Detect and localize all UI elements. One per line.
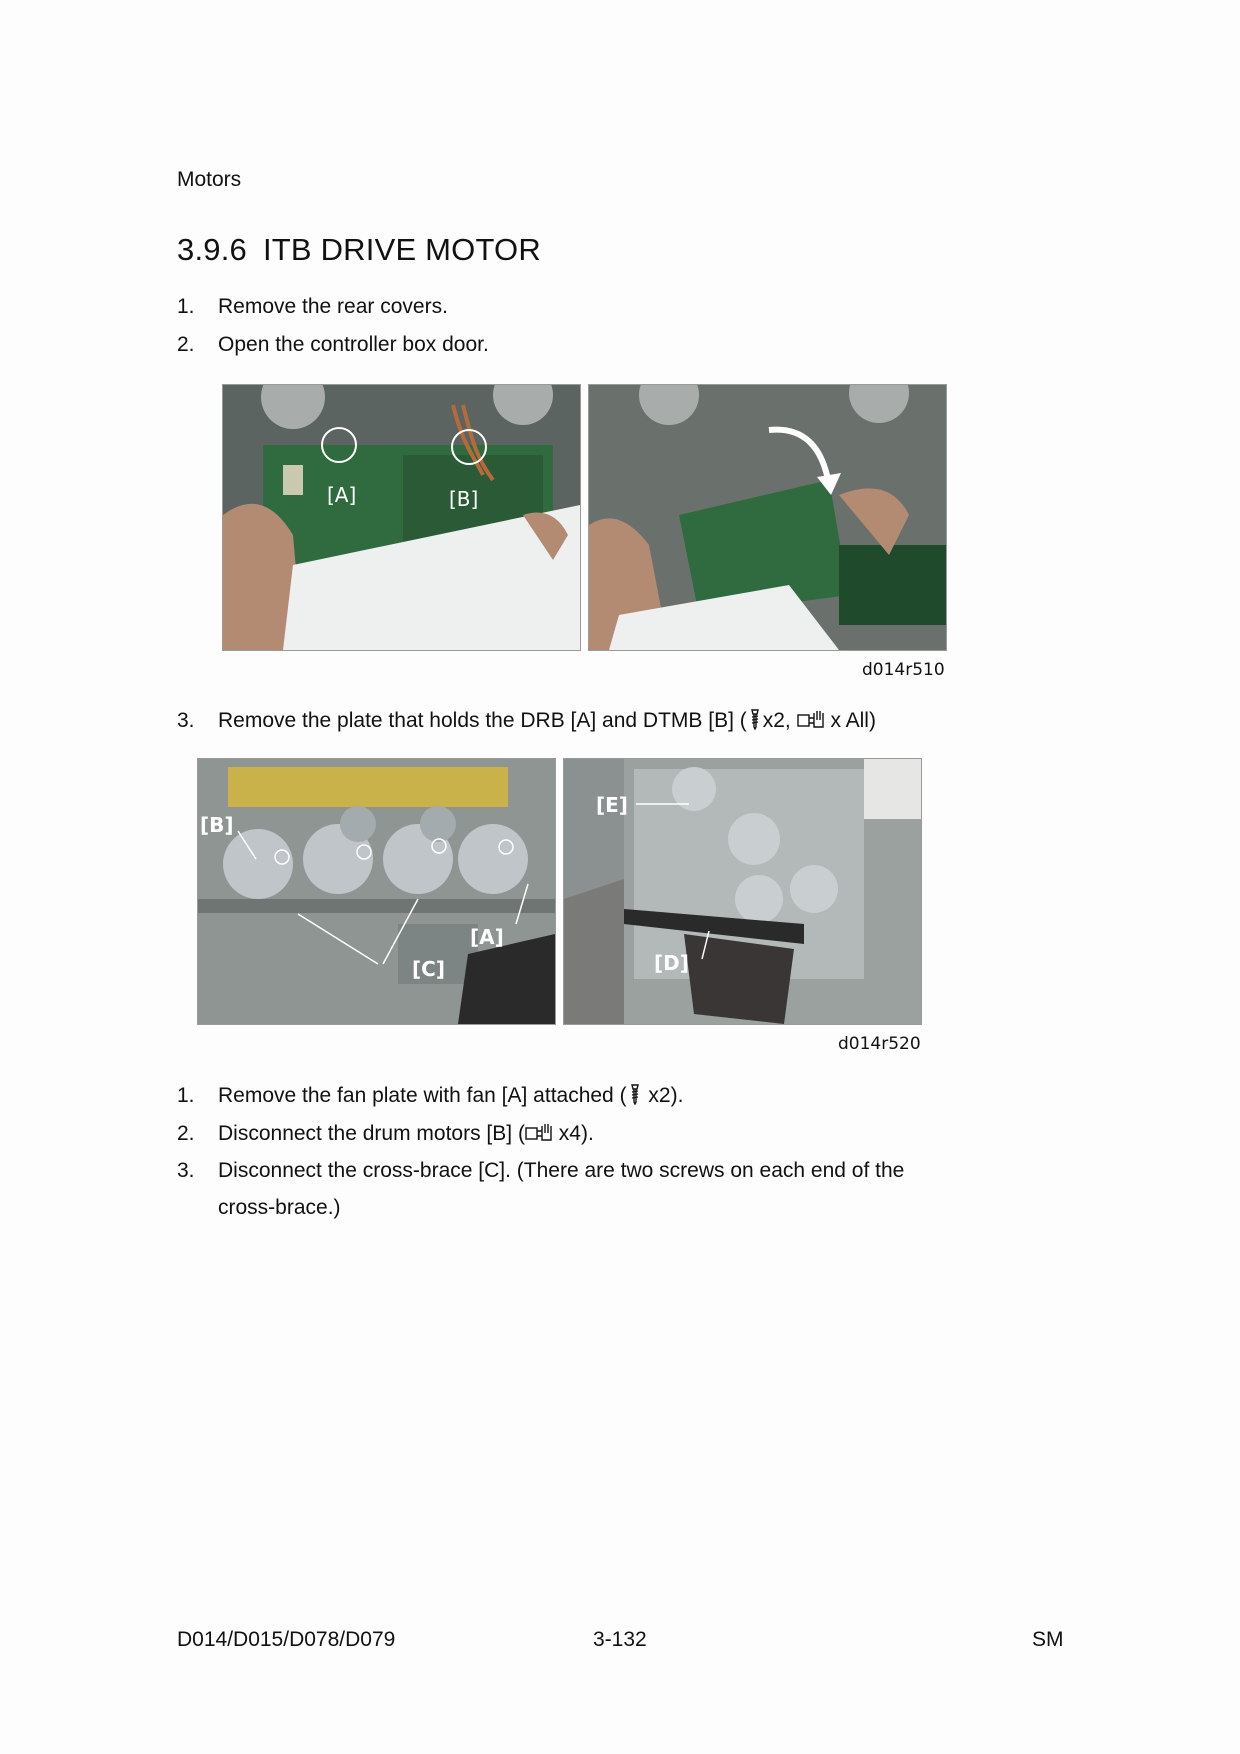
callout-a: [A]	[327, 483, 357, 507]
screw-icon	[627, 1080, 643, 1117]
step-number: 2.	[177, 333, 195, 356]
section-header: Motors	[177, 168, 242, 191]
callout-c: [C]	[412, 957, 445, 981]
step-text: Remove the rear covers.	[218, 295, 448, 318]
controller-door-illustration	[589, 385, 946, 650]
figure-id: d014r510	[862, 660, 945, 680]
step-b-1	[177, 1077, 683, 1117]
step-text: Disconnect the cross-brace [C]. (There are two screws on each end of the	[218, 1159, 905, 1182]
step-text-continued: cross-brace.)	[218, 1196, 341, 1219]
screw-count: x2,	[762, 709, 797, 732]
page-title	[177, 232, 541, 268]
footer-model: D014/D015/D078/D079	[177, 1628, 396, 1651]
callout-b: [B]	[449, 487, 479, 511]
callout-a: [A]	[470, 925, 504, 949]
footer-page-number: 3-132	[593, 1628, 647, 1651]
step-3	[177, 702, 876, 742]
callout-b: [B]	[200, 813, 234, 837]
step-1	[177, 288, 448, 325]
step-number: 2.	[177, 1122, 195, 1145]
section-title: ITB DRIVE MOTOR	[262, 232, 541, 267]
connector-icon	[797, 705, 825, 742]
step-b-3	[177, 1152, 904, 1226]
step-text: Open the controller box door.	[218, 333, 489, 356]
connector-count: x All)	[824, 709, 876, 732]
callout-d: [D]	[654, 951, 689, 975]
connector-icon	[525, 1118, 553, 1155]
step-text: Remove the plate that holds the DRB [A] and DTMB [B] (	[218, 709, 747, 732]
step-number: 3.	[177, 1159, 195, 1182]
photo-itb-unit	[563, 758, 922, 1025]
step-text-end: x2).	[642, 1084, 684, 1107]
photo-drum-motors	[197, 758, 556, 1025]
figure-id: d014r520	[838, 1034, 921, 1054]
step-text-end: x4).	[552, 1122, 594, 1145]
step-number: 3.	[177, 709, 195, 732]
step-text: Disconnect the drum motors [B] (	[218, 1122, 525, 1145]
callout-e: [E]	[596, 793, 628, 817]
step-text: Remove the fan plate with fan [A] attached (	[218, 1084, 627, 1107]
photo-controller-door-open	[588, 384, 947, 651]
photo-controller-board	[222, 384, 581, 651]
step-2	[177, 326, 489, 363]
screw-icon	[747, 705, 763, 742]
step-b-2	[177, 1115, 594, 1155]
step-number: 1.	[177, 295, 195, 318]
footer-manual: SM	[1032, 1628, 1064, 1651]
step-number: 1.	[177, 1084, 195, 1107]
controller-board-illustration	[223, 385, 580, 650]
section-number: 3.9.6	[177, 232, 247, 267]
drum-motors-illustration	[198, 759, 555, 1024]
